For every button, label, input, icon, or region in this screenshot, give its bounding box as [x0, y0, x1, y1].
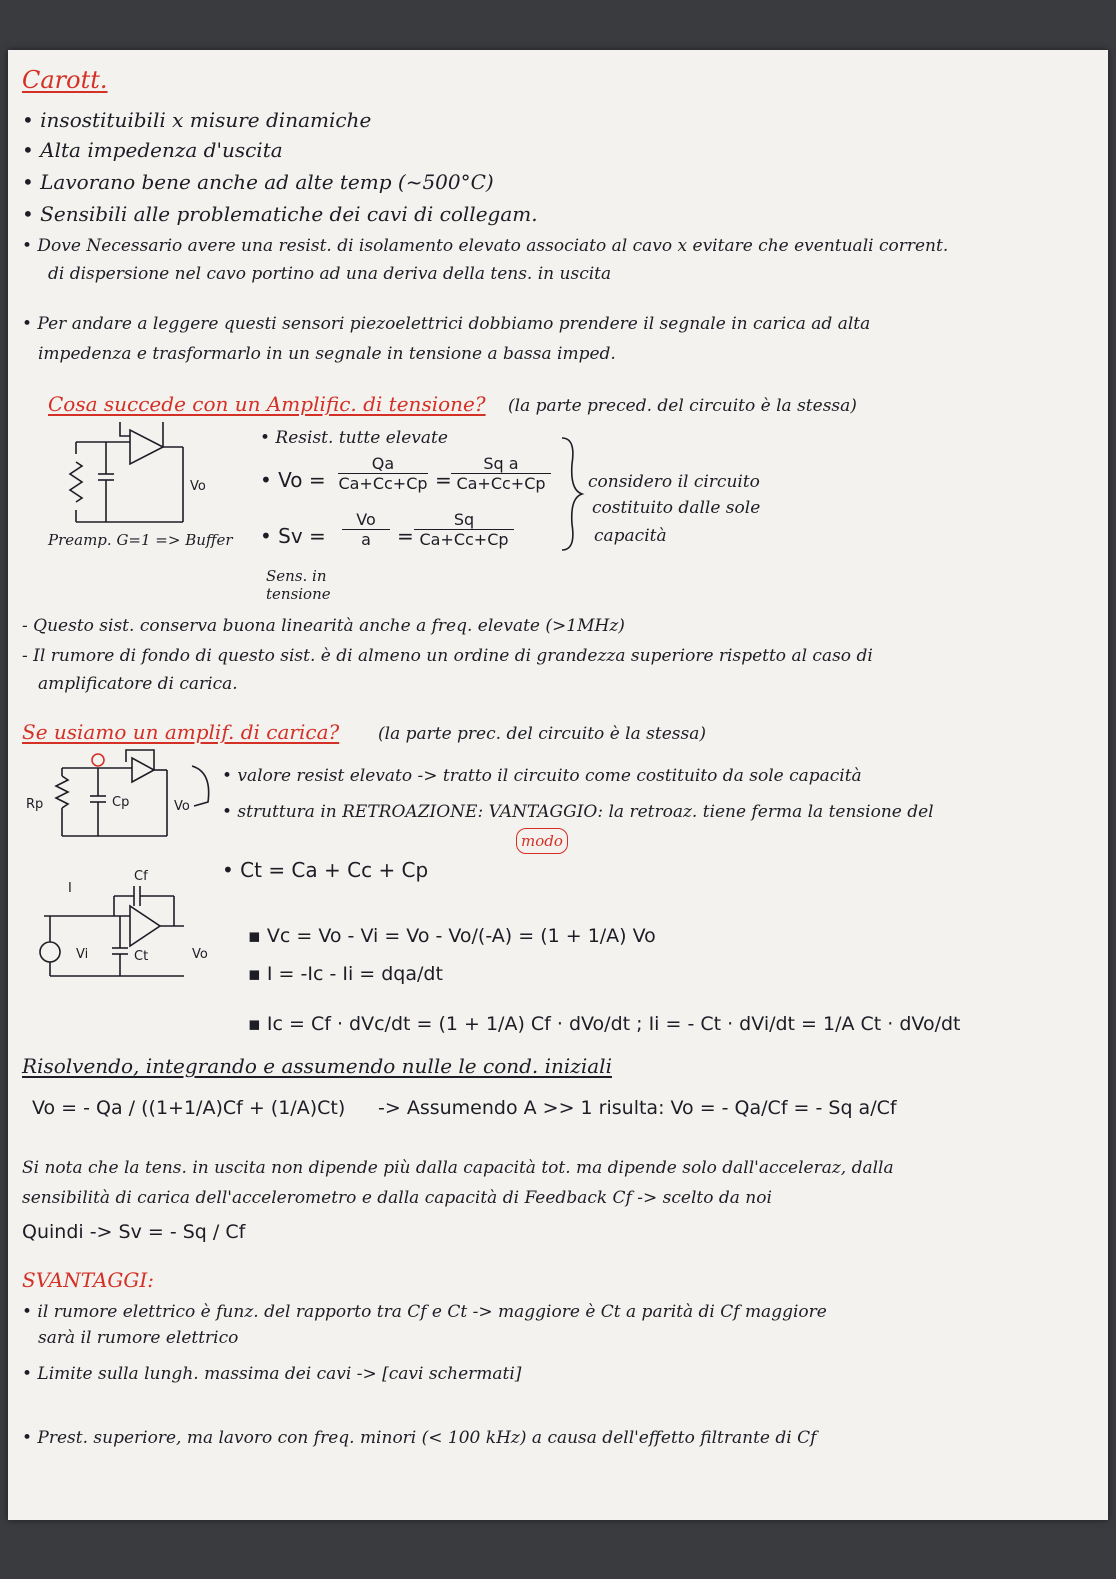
- sv-lhs: • Sv =: [260, 524, 326, 548]
- ckt-ct-label: Ct: [134, 949, 149, 964]
- sens-label-1: Sens. in: [266, 567, 327, 585]
- vo-equals: =: [435, 468, 452, 492]
- disadvantage-1a: • il rumore elettrico è funz. del rapporto tra Cf e Ct -> maggiore è Ct a parità di Cf maggiore: [22, 1302, 827, 1322]
- vo-assumption: -> Assumendo A >> 1 risulta: Vo = - Qa/Cf = - Sq a/Cf: [378, 1097, 897, 1119]
- curly-brace: [556, 434, 586, 554]
- sv-fraction-2: $\frac{Sq}{Ca+Cc+Cp}$: [414, 510, 514, 549]
- charge-amp-note: (la parte prec. del circuito è la stessa): [378, 724, 706, 744]
- carott-bullet-1: • insostituibili x misure dinamiche: [22, 108, 372, 132]
- solve-line: Risolvendo, integrando e assumendo nulle le cond. iniziali: [22, 1054, 612, 1078]
- linearity-note: - Questo sist. conserva buona linearità anche a freq. elevate (>1MHz): [22, 616, 625, 636]
- carott-bullet-6a: • Per andare a leggere questi sensori piezoelettrici dobbiamo prendere il segnale in carica ad alta: [22, 314, 871, 334]
- ic-equation: ▪ Ic = Cf · dVc/dt = (1 + 1/A) Cf · dVo/dt ; Ii = - Ct · dVi/dt = 1/A Ct · dVo/dt: [248, 1013, 961, 1035]
- sens-label-2: tensione: [266, 585, 331, 603]
- vo-lhs: • Vo =: [260, 468, 326, 492]
- brace-text-1: considero il circuito: [588, 472, 760, 492]
- ckt-cp-label: Cp: [112, 795, 130, 810]
- svantaggi-heading: SVANTAGGI:: [22, 1268, 155, 1292]
- disadvantage-2: • Limite sulla lungh. massima dei cavi -> [cavi schermati]: [22, 1364, 522, 1384]
- note-line-2: sensibilità di carica dell'accelerometro e dalla capacità di Feedback Cf -> scelto da noi: [22, 1188, 772, 1208]
- modo-circled: modo: [516, 828, 568, 854]
- carott-bullet-4: • Sensibili alle problematiche dei cavi di collegam.: [22, 202, 538, 226]
- disadvantage-3: • Prest. superiore, ma lavoro con freq. minori (< 100 kHz) a causa dell'effetto filtrante di Cf: [22, 1428, 817, 1448]
- ckt-vi-label: Vi: [76, 947, 89, 962]
- sv-fraction-1: $\frac{Vo}{a}$: [342, 510, 390, 549]
- brace-text-2: costituito dalle sole: [592, 498, 761, 518]
- vc-equation: ▪ Vc = Vo - Vi = Vo - Vo/(-A) = (1 + 1/A) Vo: [248, 925, 656, 947]
- vo-fraction-1: $\frac{Qa}{Ca+Cc+Cp}$: [338, 454, 428, 493]
- sv-equals: =: [397, 524, 414, 548]
- carott-bullet-2: • Alta impedenza d'uscita: [22, 138, 283, 162]
- note-line-1: Si nota che la tens. in uscita non dipende più dalla capacità tot. ma dipende solo dall'acceleraz, dalla: [22, 1158, 894, 1178]
- buffer-vo-label: Vo: [190, 479, 206, 494]
- charge-amp-circuit-2: [34, 866, 234, 986]
- carott-bullet-5b: di dispersione nel cavo portino ad una deriva della tens. in uscita: [48, 264, 612, 284]
- buffer-circuit-diagram: [58, 422, 258, 532]
- ckt-cf-label: Cf: [134, 869, 148, 884]
- quindi-sv: Quindi -> Sv = - Sq / Cf: [22, 1221, 246, 1243]
- vo-general-equation: Vo = - Qa / ((1+1/A)Cf + (1/A)Ct): [32, 1097, 346, 1119]
- voltage-amp-note: (la parte preced. del circuito è la stessa): [508, 396, 857, 416]
- ckt-rp-label: Rp: [26, 797, 44, 812]
- carott-bullet-5a: • Dove Necessario avere una resist. di isolamento elevato associato al cavo x evitare che eventuali corrent.: [22, 236, 949, 256]
- charge-bullet-2: • struttura in RETROAZIONE: VANTAGGIO: la retroaz. tiene ferma la tensione del: [222, 802, 934, 822]
- carott-bullet-3: • Lavorano bene anche ad alte temp (~500°C): [22, 170, 494, 194]
- notebook-page: [8, 50, 1108, 1520]
- ct-equation: • Ct = Ca + Cc + Cp: [222, 858, 429, 882]
- preamp-label: Preamp. G=1 => Buffer: [48, 531, 233, 549]
- brace-text-3: capacità: [594, 526, 667, 546]
- ckt1-vo-label: Vo: [174, 799, 190, 814]
- disadvantage-1b: sarà il rumore elettrico: [38, 1328, 239, 1348]
- voltage-amp-heading: Cosa succede con un Amplific. di tensione?: [48, 392, 486, 416]
- vo-fraction-2: $\frac{\text{Sq a}}{Ca+Cc+Cp}$: [451, 454, 551, 493]
- noise-note-a: - Il rumore di fondo di questo sist. è di almeno un ordine di grandezza superiore rispetto al caso di: [22, 646, 873, 666]
- ckt-i-label: I: [68, 881, 72, 896]
- i-equation: ▪ I = -Ic - Ii = dqa/dt: [248, 963, 443, 985]
- ckt2-vo-label: Vo: [192, 947, 208, 962]
- carott-bullet-6b: impedenza e trasformarlo in un segnale in tensione a bassa imped.: [38, 344, 616, 364]
- resist-all-high: • Resist. tutte elevate: [260, 428, 448, 448]
- noise-note-b: amplificatore di carica.: [38, 674, 238, 694]
- section-title-carott: Carott.: [22, 66, 108, 94]
- charge-amp-heading: Se usiamo un amplif. di carica?: [22, 720, 340, 744]
- charge-bullet-1: • valore resist elevato -> tratto il circuito come costituito da sole capacità: [222, 766, 862, 786]
